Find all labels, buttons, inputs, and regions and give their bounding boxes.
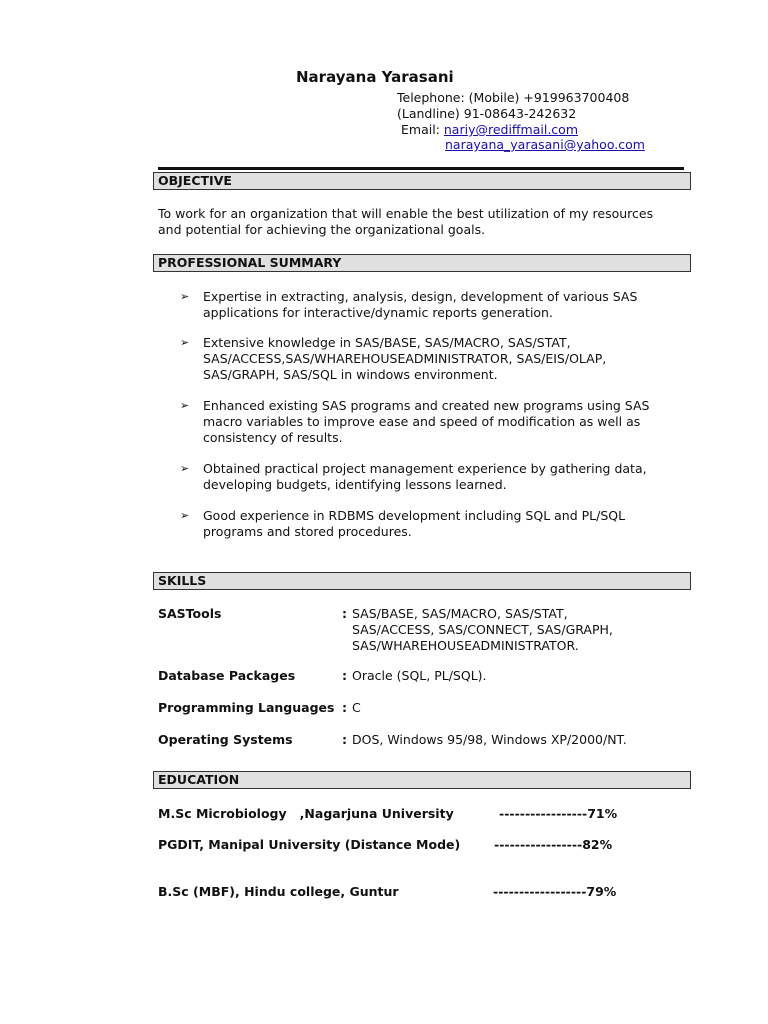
skill-value-database: Oracle (SQL, PL/SQL). [352, 668, 487, 683]
email-label: Email: [401, 122, 444, 137]
bullet-arrow-icon: ➢ [180, 462, 190, 475]
summary-item [203, 398, 683, 446]
section-heading-skills: SKILLS [153, 572, 691, 590]
education-degree-bsc: B.Sc (MBF), Hindu college, Guntur [158, 884, 399, 899]
email-link-yahoo-text[interactable]: narayana_yarasani@yahoo.com [445, 137, 645, 152]
objective-text [158, 206, 682, 238]
education-score-pgdit: -----------------82% [494, 837, 613, 852]
skill-value-line: SAS/WHAREHOUSEADMINISTRATOR. [352, 638, 579, 653]
candidate-name: Narayana Yarasani [296, 68, 454, 86]
summary-line: Good experience in RDBMS development including SQL and PL/SQL [203, 508, 626, 523]
skill-colon: : [342, 732, 347, 747]
bullet-arrow-icon: ➢ [180, 399, 190, 412]
education-score-bsc: ------------------79% [493, 884, 617, 899]
section-heading-objective: OBJECTIVE [153, 172, 691, 190]
email-link-rediff[interactable]: nariy@rediffmail.com [443, 122, 578, 137]
objective-line-2: and potential for achieving the organizational goals. [158, 222, 486, 237]
summary-line: consistency of results. [203, 430, 343, 445]
bullet-arrow-icon: ➢ [180, 509, 190, 522]
skill-value-os: DOS, Windows 95/98, Windows XP/2000/NT. [352, 732, 627, 747]
skill-label-programming: Programming Languages [158, 700, 335, 715]
skill-label-database: Database Packages [158, 668, 296, 683]
summary-line: Obtained practical project management experience by gathering data, [203, 461, 647, 476]
summary-line: macro variables to improve ease and speed of modification as well as [203, 414, 641, 429]
skill-colon: : [342, 668, 347, 683]
summary-item [203, 461, 683, 493]
email-line [401, 122, 578, 137]
summary-line: SAS/ACCESS,SAS/WHAREHOUSEADMINISTRATOR, SAS/EIS/OLAP, [203, 351, 607, 366]
summary-item [203, 335, 683, 383]
summary-line: applications for interactive/dynamic reports generation. [203, 305, 553, 320]
education-score-msc: -----------------71% [499, 806, 618, 821]
summary-line: SAS/GRAPH, SAS/SQL in windows environment. [203, 367, 498, 382]
summary-item [203, 508, 683, 540]
skill-label-sastools: SASTools [158, 606, 222, 621]
section-heading-professional-summary: PROFESSIONAL SUMMARY [153, 254, 691, 272]
bullet-arrow-icon: ➢ [180, 336, 190, 349]
skill-value-programming: C [352, 700, 361, 715]
objective-line-1: To work for an organization that will enable the best utilization of my resources [158, 206, 654, 221]
summary-line: Extensive knowledge in SAS/BASE, SAS/MACRO, SAS/STAT, [203, 335, 571, 350]
header-divider [158, 167, 684, 170]
summary-line: Expertise in extracting, analysis, design, development of various SAS [203, 289, 638, 304]
summary-line: Enhanced existing SAS programs and created new programs using SAS [203, 398, 650, 413]
skill-colon: : [342, 700, 347, 715]
section-heading-education: EDUCATION [153, 771, 691, 789]
summary-line: developing budgets, identifying lessons learned. [203, 477, 507, 492]
skill-label-os: Operating Systems [158, 732, 293, 747]
education-degree-pgdit: PGDIT, Manipal University (Distance Mode) [158, 837, 461, 852]
education-degree-msc: M.Sc Microbiology ,Nagarjuna University [158, 806, 454, 821]
summary-item [203, 289, 683, 321]
telephone-landline: (Landline) 91-08643-242632 [397, 106, 577, 121]
bullet-arrow-icon: ➢ [180, 290, 190, 303]
telephone-mobile: Telephone: (Mobile) +919963700408 [397, 90, 630, 105]
skill-value-sastools [352, 606, 613, 654]
skill-value-line: SAS/ACCESS, SAS/CONNECT, SAS/GRAPH, [352, 622, 613, 637]
summary-line: programs and stored procedures. [203, 524, 412, 539]
skill-value-line: SAS/BASE, SAS/MACRO, SAS/STAT, [352, 606, 568, 621]
email-link-yahoo[interactable] [445, 137, 645, 152]
skill-colon: : [342, 606, 347, 621]
